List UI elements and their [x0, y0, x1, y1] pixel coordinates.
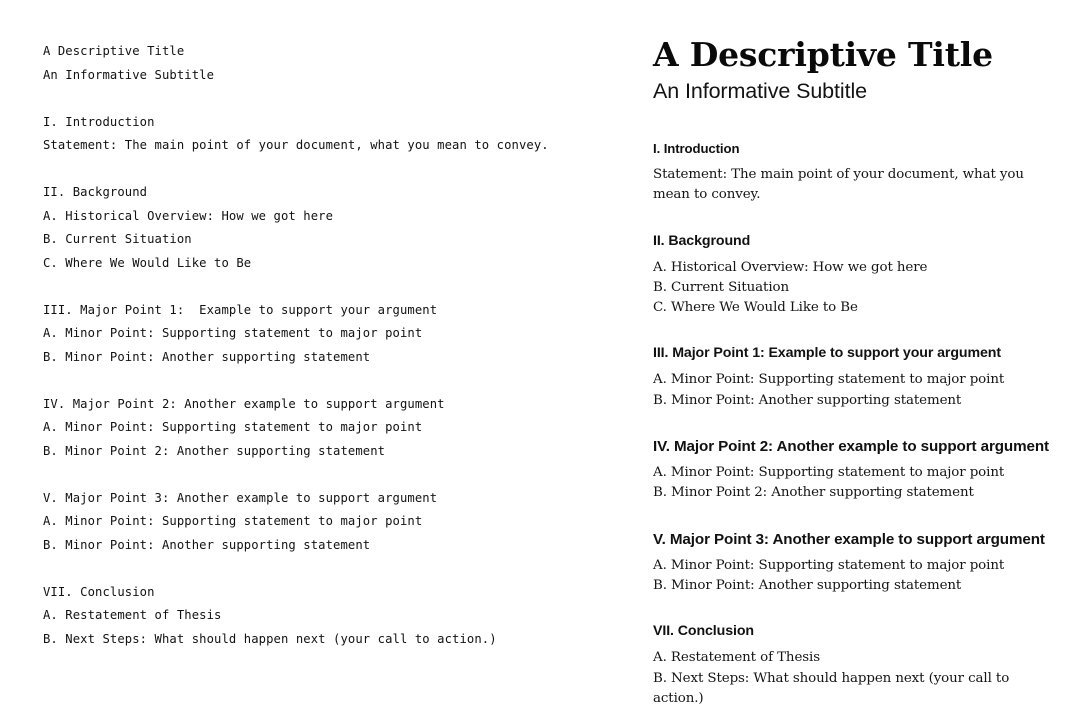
source-line: C. Where We Would Like to Be: [43, 255, 252, 270]
source-blank-line: [43, 369, 613, 393]
source-line: B. Minor Point: Another supporting statement: [43, 537, 371, 552]
source-line: A. Historical Overview: How we got here: [43, 208, 334, 223]
source-blank-line: [43, 275, 613, 299]
source-line: II. Background: [43, 185, 148, 199]
document-subtitle: An Informative Subtitle: [653, 79, 868, 103]
section-line: A. Minor Point: Supporting statement to major point: [653, 372, 1005, 388]
source-blank-line: [43, 463, 613, 487]
source-line: A. Minor Point: Supporting statement to major point: [43, 420, 423, 434]
source-line: I. Introduction: [43, 114, 155, 129]
document-section: [653, 530, 1058, 597]
section-line: B. Minor Point: Another supporting statement: [653, 392, 962, 408]
section-line: A. Minor Point: Supporting statement to major point: [653, 465, 1005, 481]
source-blank-line: [43, 158, 613, 182]
source-line: B. Current Situation: [43, 232, 192, 246]
section-line: Statement: The main point of your document, what you mean to convey.: [653, 167, 1024, 203]
source-line: A. Restatement of Thesis: [43, 608, 222, 622]
section-line: B. Next Steps: What should happen next (your call to action.): [653, 670, 1010, 706]
section-heading: II. Background: [653, 232, 751, 249]
section-line: B. Current Situation: [653, 279, 790, 295]
source-line: B. Next Steps: What should happen next (your call to action.): [43, 631, 497, 646]
source-line: VII. Conclusion: [43, 584, 155, 599]
source-line: A. Minor Point: Supporting statement to major point: [43, 514, 423, 528]
section-heading: III. Major Point 1: Example to support your argument: [653, 345, 1001, 362]
section-line: C. Where We Would Like to Be: [653, 300, 858, 316]
section-line: A. Historical Overview: How we got here: [653, 259, 928, 275]
source-line-list: [43, 40, 613, 651]
document-section: [653, 139, 1058, 206]
section-heading: IV. Major Point 2: Another example to support argument: [653, 438, 1049, 456]
document-section: [653, 232, 1058, 319]
source-line: B. Minor Point: Another supporting statement: [43, 349, 371, 364]
source-line: A Descriptive Title: [43, 44, 185, 58]
document-section: [653, 437, 1058, 504]
source-line: IV. Major Point 2: Another example to support argument: [43, 396, 445, 411]
document-section: [653, 344, 1058, 411]
document-section: [653, 622, 1058, 709]
section-heading: VII. Conclusion: [653, 623, 754, 640]
document-title: A Descriptive Title: [653, 35, 993, 74]
rendered-section-list: [653, 139, 1058, 709]
source-line: V. Major Point 3: Another example to support argument: [43, 490, 438, 505]
source-line: III. Major Point 1: Example to support your argument: [43, 302, 438, 317]
section-line: B. Minor Point 2: Another supporting statement: [653, 485, 974, 501]
source-blank-line: [43, 87, 613, 111]
source-blank-line: [43, 557, 613, 581]
section-heading: V. Major Point 3: Another example to support argument: [653, 530, 1045, 548]
section-line: B. Minor Point: Another supporting statement: [653, 577, 962, 593]
section-heading: I. Introduction: [653, 141, 740, 156]
source-line: Statement: The main point of your document, what you mean to convey.: [43, 138, 549, 152]
source-line: A. Minor Point: Supporting statement to major point: [43, 326, 423, 340]
rendered-document-pane: [613, 0, 1080, 706]
source-line: An Informative Subtitle: [43, 67, 215, 82]
section-line: A. Restatement of Thesis: [653, 650, 820, 666]
source-line: B. Minor Point 2: Another supporting statement: [43, 443, 386, 458]
section-line: A. Minor Point: Supporting statement to major point: [653, 557, 1005, 573]
